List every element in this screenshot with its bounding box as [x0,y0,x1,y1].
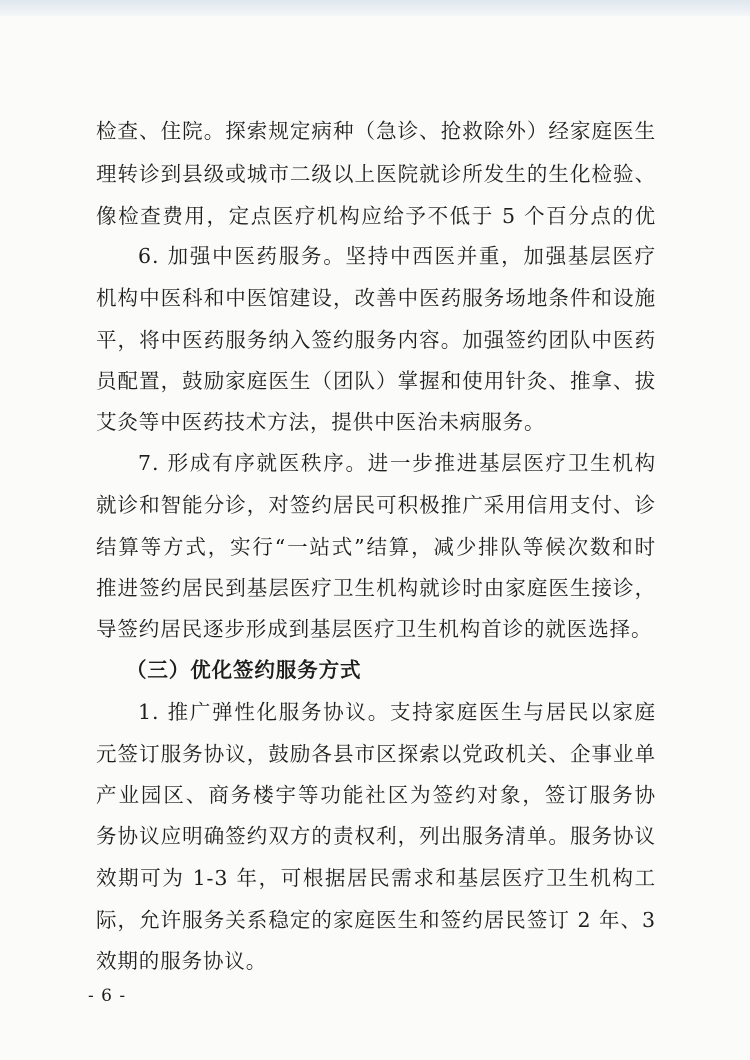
body-text-line: 产业园区、商务楼宇等功能社区为签约对象，签订服务协 [96,783,656,807]
paragraph-7-first-line: 7. 形成有序就医秩序。进一步推进基层医疗卫生机构 [138,451,656,475]
body-text-line: 导签约居民逐步形成到基层医疗卫生机构首诊的就医选择。 [96,617,653,641]
body-text-line: 效期可为 1-3 年，可根据居民需求和基层医疗卫生机构工 [96,866,656,890]
section-heading: （三）优化签约服务方式 [126,658,362,682]
body-text-line: 像检查费用，定点医疗机构应给予不低于 5 个百分点的优 [96,204,656,228]
body-text-line: 效期的服务协议。 [96,949,268,973]
body-text-line: 平，将中医药服务纳入签约服务内容。加强签约团队中医药 [96,328,656,352]
body-text-line: 检查、住院。探索规定病种（急诊、抢救除外）经家庭医生 [96,119,656,143]
paragraph-6-first-line: 6. 加强中医药服务。坚持中西医并重，加强基层医疗 [138,244,656,268]
body-text-line: 务协议应明确签约双方的责权利，列出服务清单。服务协议 [96,824,656,848]
paragraph-1-first-line: 1. 推广弹性化服务协议。支持家庭医生与居民以家庭 [138,700,656,724]
page-number: - 6 - [88,986,127,1006]
body-text-line: 元签订服务协议，鼓励各县市区探索以党政机关、企事业单 [96,742,656,766]
body-text-line: 结算等方式，实行“一站式”结算，减少排队等候次数和时 [96,535,656,559]
body-text-line: 推进签约居民到基层医疗卫生机构就诊时由家庭医生接诊， [96,576,656,600]
body-text-line: 际，允许服务关系稳定的家庭医生和签约居民签订 2 年、3 [96,908,656,932]
body-text-line: 艾灸等中医药技术方法，提供中医治未病服务。 [96,410,546,434]
body-text-line: 机构中医科和中医馆建设，改善中医药服务场地条件和设施 [96,286,656,310]
body-text-line: 理转诊到县级或城市二级以上医院就诊所发生的生化检验、 [96,162,656,186]
body-text-line: 就诊和智能分诊，对签约居民可积极推广采用信用支付、诊 [96,493,656,517]
body-text-line: 员配置，鼓励家庭医生（团队）掌握和使用针灸、推拿、拔 [96,369,656,393]
